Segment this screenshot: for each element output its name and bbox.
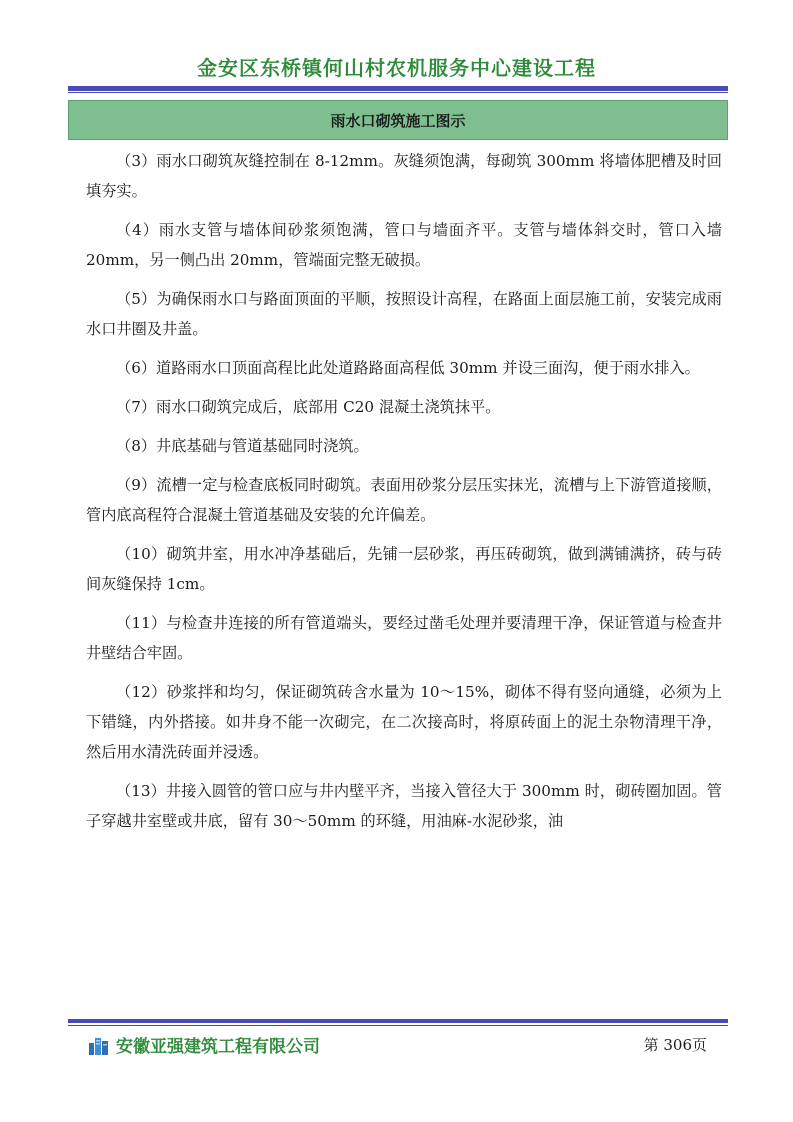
paragraph: （12）砂浆拌和均匀，保证砌筑砖含水量为 10～15%，砌体不得有竖向通缝，必须为上下错缝，内外搭接。如井身不能一次砌完，在二次接高时，将原砖面上的泥土杂物清理干净，然后用水清洗砖面并浸透。 <box>86 683 722 761</box>
paragraph: （4）雨水支管与墙体间砂浆须饱满，管口与墙面齐平。支管与墙体斜交时，管口入墙 20mm，另一侧凸出 20mm，管端面完整无破损。 <box>86 221 722 269</box>
document-body <box>86 146 722 845</box>
section-title: 雨水口砌筑施工图示 <box>330 111 466 130</box>
company-name: 安徽亚强建筑工程有限公司 <box>116 1037 320 1057</box>
paragraph: （3）雨水口砌筑灰缝控制在 8-12mm。灰缝须饱满，每砌筑 300mm 将墙体肥槽及时回填夯实。 <box>86 152 722 200</box>
paragraph: （13）井接入圆管的管口应与井内壁平齐，当接入管径大于 300mm 时，砌砖圈加固。管子穿越井室壁或井底，留有 30～50mm 的环缝，用油麻-水泥砂浆，油 <box>86 782 722 830</box>
header-divider <box>68 86 728 91</box>
document-header-title: 金安区东桥镇何山村农机服务中心建设工程 <box>197 56 596 80</box>
paragraph: （5）为确保雨水口与路面顶面的平顺，按照设计高程，在路面上面层施工前，安装完成雨水口井圈及井盖。 <box>86 290 722 338</box>
paragraph: （9）流槽一定与检查底板同时砌筑。表面用砂浆分层压实抹光，流槽与上下游管道接顺，管内底高程符合混凝土管道基础及安装的允许偏差。 <box>86 476 722 524</box>
footer-divider <box>68 1019 728 1023</box>
paragraph: （7）雨水口砌筑完成后，底部用 C20 混凝土浇筑抹平。 <box>116 398 501 416</box>
building-logo-icon <box>88 1035 110 1055</box>
page-number: 第 306页 <box>643 1036 707 1054</box>
paragraph: （8）井底基础与管道基础同时浇筑。 <box>116 437 369 455</box>
footer-company <box>88 1032 320 1057</box>
paragraph: （10）砌筑井室，用水冲净基础后，先铺一层砂浆，再压砖砌筑，做到满铺满挤，砖与砖间灰缝保持 1cm。 <box>86 545 722 593</box>
paragraph: （11）与检查井连接的所有管道端头，要经过凿毛处理并要清理干净，保证管道与检查井井壁结合牢固。 <box>86 614 722 662</box>
paragraph: （6）道路雨水口顶面高程比此处道路路面高程低 30mm 并设三面沟，便于雨水排入。 <box>116 359 700 377</box>
section-title-box <box>68 100 728 140</box>
